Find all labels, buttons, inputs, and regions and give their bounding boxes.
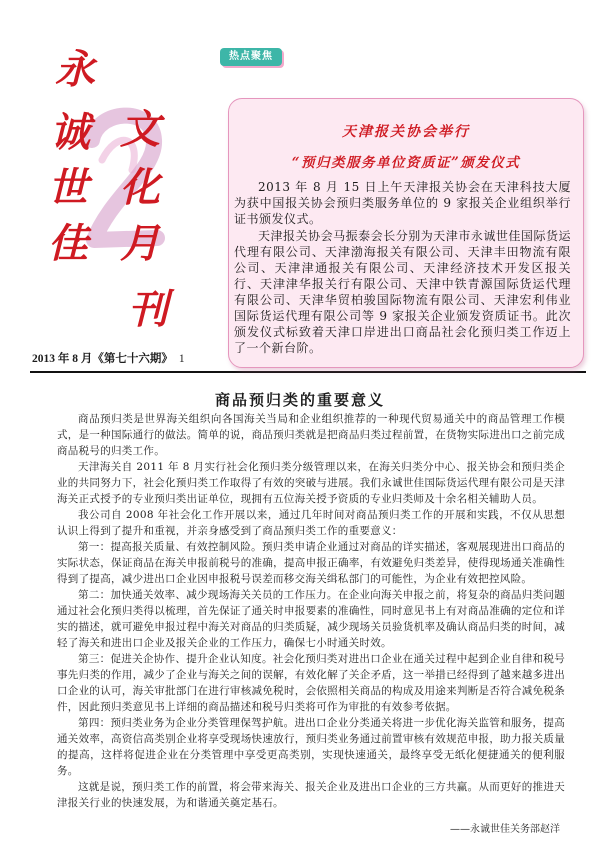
feature-paragraph: 天津报关协会马振泰会长分别为天津市永诚世佳国际货运代理有限公司、天津渤海报关有限公司、天津丰田物流有限公司、天津津通报关有限公司、天津经济技术开发区报关行、天津津华报关行有限公司、天津中铁青源国际货运代理有限公司、天津华贸柏骏国际物流有限公司、天津宏利伟业国际货运代理有限公司等 9 家报关企业颁发资质证书。此次颁发仪式标致着天津口岸进出口商品社会化预归类工作迈上了一个新台阶。 (234, 229, 571, 355)
feature-title-line1: 天津报关协会举行 (342, 124, 470, 140)
article-byline: ——永诚世佳关务部赵洋 (450, 824, 560, 835)
article-paragraph: 第三：促进关企协作、提升企业认知度。社会化预归类对进出口企业在通关过程中起到企业自律和税号事先归类的作用，减少了企业与海关之间的误解，有效化解了关企矛盾，这一举措已经得到了越来越多进出口企业的认可，海关审批部门在进行审核减免税时，会依照相关商品的构成及用途来判断是否符合减免税条件，因此预归类意见书上详细的商品描述和税号归类将可作为审批的有效参考依据。 (57, 653, 565, 713)
masthead-char: 诚 (50, 109, 90, 156)
feature-body (234, 179, 571, 357)
masthead-char: 永 (55, 46, 95, 93)
article-paragraph: 天津海关自 2011 年 8 月实行社会化预归类分级管理以来，在海关归类分中心、报关协会和预归类企业的共同努力下，社会化预归类工作取得了有效的突破与进展。我们永诚世佳国际货运代理有限公司是天津海关正式授予的专业预归类出证单位，现拥有五位海关授予资质的专业归类师及十余名相关辅助人员。 (57, 461, 565, 505)
article-paragraph: 我公司自 2008 年社会化工作开展以来，通过几年时间对商品预归类工作的开展和实践，不仅从思想认识上得到了提升和重视，并亲身感受到了商品预归类工作的重要意义： (57, 509, 565, 537)
page-number: 1 (178, 353, 185, 365)
issue-line (32, 350, 185, 366)
feature-paragraph: 2013 年 8 月 15 日上午天津报关协会在天津科技大厦为获中国报关协会预归类服务单位的 9 家报关企业组织举行证书颁发仪式。 (234, 180, 571, 226)
header-divider (30, 371, 586, 373)
masthead-char: 化 (120, 164, 160, 211)
issue-label: 2013 年 8 月《第七十六期》 (32, 353, 173, 365)
feature-title-line2: “预归类服务单位资质证”颁发仪式 (291, 155, 521, 171)
article-paragraph: 这就是说，预归类工作的前置，将会带来海关、报关企业及进出口企业的三方共赢。从而更好的推进天津报关行业的快速发展，为和谐通关奠定基石。 (57, 781, 565, 809)
article-paragraph: 第一：提高报关质量、有效控制风险。预归类申请企业通过对商品的详实描述，客观展现进出口商品的实际状态，保证商品在海关申报前税号的准确，提高申报正确率，有效避免归类差异，使得现场通关准确性得到了提高，减少进出口企业因申报税号误差而移交海关缉私部门的可能性，为企业有效把控风险。 (57, 541, 565, 585)
article-paragraph: 商品预归类是世界海关组织向各国海关当局和企业组织推荐的一种现代贸易通关中的商品管理工作模式，是一种国际通行的做法。简单的说，商品预归类就是把商品归类过程前置，在货物实际进出口之前完成商品税号的归类工作。 (57, 413, 565, 457)
masthead-char: 世 (48, 164, 88, 211)
section-tag: 热点聚焦 (220, 48, 282, 66)
masthead-char: 文 (120, 106, 160, 153)
article-paragraph: 第二：加快通关效率、减少现场海关关员的工作压力。在企业向海关申报之前，将复杂的商品归类问题通过社会化预归类得以梳理，首先保证了通关时申报要素的准确性，同时意见书上有对商品准确的定位和详实的描述，就可避免申报过程中海关对商品的归类质疑，减少现场关员验货机率及确认商品归类的时间，减轻了海关和进出口企业及报关企业的工作压力，确保七小时通关时效。 (57, 589, 565, 649)
article-body (57, 411, 565, 811)
masthead-char: 刊 (128, 286, 168, 333)
feature-box (228, 98, 584, 368)
article-paragraph: 第四：预归类业务为企业分类管理保驾护航。进出口企业分类通关将进一步优化海关监管和服务，提高通关效率，高资信高类别企业将享受现场快速放行，预归类业务通过前置审核有效规范申报，助力报关质量的提高，这样将促进企业在分类管理中享受更高类别，实现快速通关，最终享受无纸化便捷通关的便利服务。 (57, 717, 565, 777)
masthead-char: 月 (120, 220, 160, 267)
masthead-char: 佳 (48, 220, 88, 267)
article-title: 商品预归类的重要意义 (214, 391, 385, 409)
